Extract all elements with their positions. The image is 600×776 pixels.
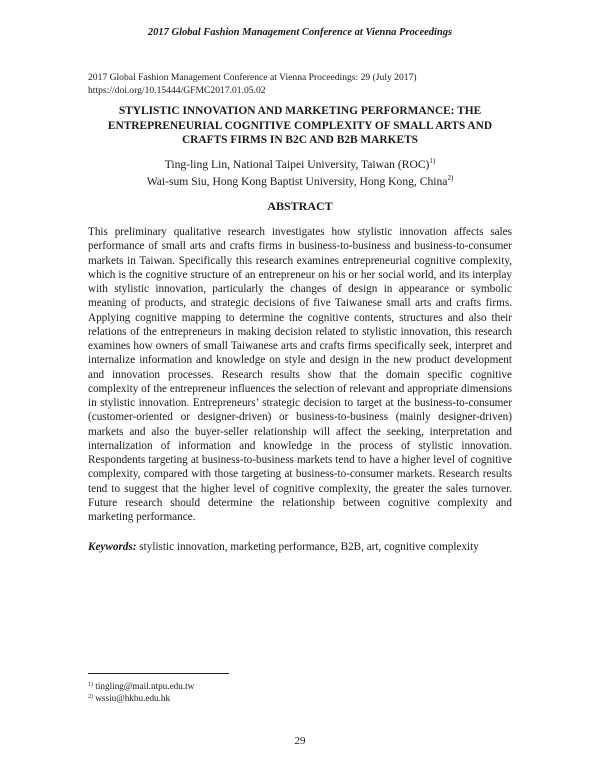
footnote-divider	[88, 673, 229, 674]
author-line	[88, 173, 512, 190]
footnote-marker: 2)	[447, 174, 454, 182]
footnote-email: tingling@mail.ntpu.edu.tw	[95, 681, 195, 691]
footnote-marker: 1)	[429, 157, 436, 165]
citation-line: 2017 Global Fashion Management Conference at Vienna Proceedings: 29 (July 2017)	[88, 72, 417, 83]
footnote-marker: 1)	[88, 682, 93, 688]
paper-title: STYLISTIC INNOVATION AND MARKETING PERFORMANCE: THE ENTREPRENEURIAL COGNITIVE COMPLEXITY OF SMALL ARTS AND CRAFTS FIRMS IN B2C AND B2B MARKETS	[107, 105, 493, 147]
keywords-text: stylistic innovation, marketing performance, B2B, art, cognitive complexity	[139, 541, 479, 553]
author-list	[88, 156, 512, 190]
author-line	[88, 156, 512, 173]
footnote-marker: 2)	[88, 694, 93, 700]
footnote-item	[88, 692, 388, 704]
abstract-body: This preliminary qualitative research investigates how stylistic innovation affects sales performance of small arts and crafts firms in business-to-business and business-to-consumer markets in Taiwan. Specifically this research examines entrepreneurial cognitive complexity, which is the cognitive structure of an entrepreneur on his or her social world, and its interplay with stylistic innovation, particularly the changes of design in appearance or symbolic meaning of products, and strategic decisions of five Taiwanese small arts and crafts firms. Applying cognitive mapping to determine the cognitive contents, structures and also their relations of the entrepreneurs in making decision related to stylistic innovation, this research examines how owners of small Taiwanese arts and crafts firms specifically seek, interpret and internalize information and knowledge on style and design in the new product development and innovation processes. Research results show that the domain specific cognitive complexity of the entrepreneur influences the selection of relevant and appropriate dimensions in stylistic innovation. Entrepreneurs’ strategic decision to target at the business-to-consumer (customer-oriented or designer-driven) or business-to-business (mainly designer-driven) markets and also the buyer-seller relationship will affect the seeking, interpretation and internalization of information and knowledge in the process of stylistic innovation. Respondents targeting at business-to-business markets tend to have a higher level of cognitive complexity, compared with those targeting at business-to-consumer markets. Research results tend to suggest that the higher level of cognitive complexity, the greater the sales turnover. Future research should determine the relationship between cognitive complexity and marketing performance.	[88, 226, 512, 523]
author-name-affiliation: Wai-sum Siu, Hong Kong Baptist University, Hong Kong, China	[146, 175, 448, 188]
running-header: 2017 Global Fashion Management Conference at Vienna Proceedings	[147, 27, 453, 38]
publication-info	[88, 72, 518, 97]
keywords-label: Keywords:	[88, 541, 137, 553]
footnote-item	[88, 680, 388, 692]
abstract-heading: ABSTRACT	[267, 199, 333, 213]
keywords-line	[88, 540, 512, 554]
footnotes	[88, 680, 388, 704]
doi-link[interactable]: https://doi.org/10.15444/GFMC2017.01.05.02	[88, 84, 266, 96]
footnote-email: wssiu@hkbu.edu.hk	[95, 693, 171, 703]
author-name-affiliation: Ting-ling Lin, National Taipei University, Taiwan (ROC)	[164, 158, 430, 171]
page-number: 29	[294, 735, 306, 747]
